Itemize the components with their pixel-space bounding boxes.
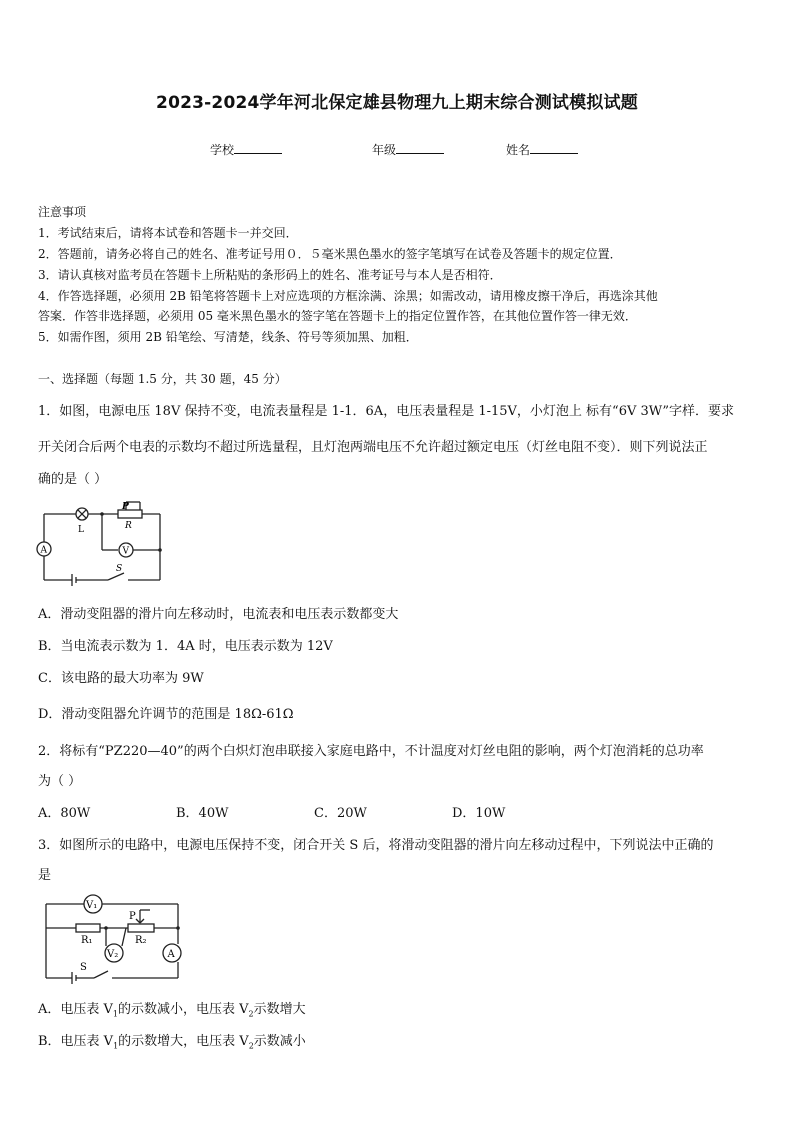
q1-option-d: D．滑动变阻器允许调节的范围是 18Ω-61Ω bbox=[38, 707, 294, 722]
q2-option-d: D．10W bbox=[452, 806, 506, 821]
q3-fig-r2-label: R₂ bbox=[135, 935, 147, 946]
q3-fig-v2-label: V₂ bbox=[107, 949, 119, 960]
q1-option-b: B．当电流表示数为 1．4A 时，电压表示数为 12V bbox=[38, 639, 333, 654]
q1-option-a: A．滑动变阻器的滑片向左移动时，电流表和电压表示数都变大 bbox=[38, 607, 399, 622]
q1-fig-lamp-label: L bbox=[78, 525, 84, 535]
name-blank[interactable] bbox=[530, 141, 578, 154]
name-label: 姓名 bbox=[506, 143, 531, 157]
grade-label: 年级 bbox=[372, 143, 397, 157]
q2-line-1: 2．将标有“PZ220—40”的两个白炽灯泡串联接入家庭电路中，不计温度对灯丝电阻的影响，两个灯泡消耗的总功率 bbox=[38, 744, 704, 759]
notice-heading: 注意事项 bbox=[38, 205, 87, 219]
section-heading: 一、选择题（每题 1.5 分，共 30 题，45 分） bbox=[38, 372, 287, 386]
q1-fig-ammeter-label: A bbox=[40, 545, 47, 556]
school-label: 学校 bbox=[210, 143, 235, 157]
q1-fig-r-label: R bbox=[125, 521, 132, 531]
q3-option-a: A．电压表 $V_1$的示数减小，电压表 $V_2$示数增大 bbox=[38, 1002, 306, 1019]
q1-fig-switch-label: S bbox=[116, 564, 123, 574]
notice-item-3: 3．请认真核对监考员在答题卡上所粘贴的条形码上的姓名、准考证号与本人是否相符． bbox=[38, 268, 502, 282]
q1-option-c: C．该电路的最大功率为 9W bbox=[38, 671, 204, 686]
q2-option-c: C．20W bbox=[314, 806, 367, 821]
school-blank[interactable] bbox=[234, 141, 282, 154]
page-title: 2023-2024学年河北保定雄县物理九上期末综合测试模拟试题 bbox=[156, 93, 638, 113]
q3-line-2: 是 bbox=[38, 868, 52, 883]
q1-circuit-diagram bbox=[36, 500, 168, 586]
q3-line-1: 3．如图所示的电路中，电源电压保持不变，闭合开关 S 后，将滑动变阻器的滑片向左移动过程中，下列说法中正确的 bbox=[38, 838, 714, 853]
q2-option-b: B．40W bbox=[176, 806, 229, 821]
q1-fig-voltmeter-label: V bbox=[122, 546, 129, 557]
q3-fig-r1-label: R₁ bbox=[81, 935, 93, 946]
notice-item-1: 1．考试结束后，请将本试卷和答题卡一并交回． bbox=[38, 226, 298, 240]
q3-fig-v1-label: V₁ bbox=[86, 900, 98, 911]
q1-line-3: 确的是（ ） bbox=[38, 472, 108, 487]
q3-fig-ammeter-label: A bbox=[167, 949, 175, 960]
q1-line-2: 开关闭合后两个电表的示数均不超过所选量程，且灯泡两端电压不允许超过额定电压（灯丝电阻不变）．则下列说法正 bbox=[38, 440, 708, 455]
q3-option-b: B．电压表 $V_1$的示数增大，电压表 $V_2$示数减小 bbox=[38, 1034, 306, 1051]
name-field[interactable] bbox=[506, 141, 578, 158]
notice-item-5: 5．如需作图，须用 2B 铅笔绘、写清楚，线条、符号等须加黑、加粗． bbox=[38, 330, 418, 344]
q3-fig-p-label: P bbox=[129, 911, 136, 922]
school-field[interactable] bbox=[210, 141, 282, 158]
notice-item-4-cont: 答案．作答非选择题，必须用 05 毫米黑色墨水的签字笔在答题卡上的指定位置作答，在其他位置作答一律无效． bbox=[38, 309, 637, 323]
notice-item-4: 4．作答选择题，必须用 2B 铅笔将答题卡上对应选项的方框涂满、涂黑；如需改动，请用橡皮擦干净后，再选涂其他 bbox=[38, 289, 658, 303]
q2-option-a: A．80W bbox=[38, 806, 91, 821]
q3-fig-switch-label: S bbox=[80, 962, 87, 973]
q3-circuit-diagram bbox=[40, 892, 190, 988]
notice-item-2: 2．答题前，请务必将自己的姓名、准考证号用０．５毫米黑色墨水的签字笔填写在试卷及答题卡的规定位置． bbox=[38, 247, 622, 261]
grade-blank[interactable] bbox=[396, 141, 444, 154]
q1-fig-p-label: P bbox=[122, 502, 129, 512]
q2-line-2: 为（ ） bbox=[38, 774, 82, 789]
grade-field[interactable] bbox=[372, 141, 444, 158]
q1-line-1: 1．如图，电源电压 18V 保持不变，电流表量程是 1-1．6A，电压表量程是 1-15V，小灯泡上 标有“6V 3W”字样．要求 bbox=[38, 404, 735, 419]
